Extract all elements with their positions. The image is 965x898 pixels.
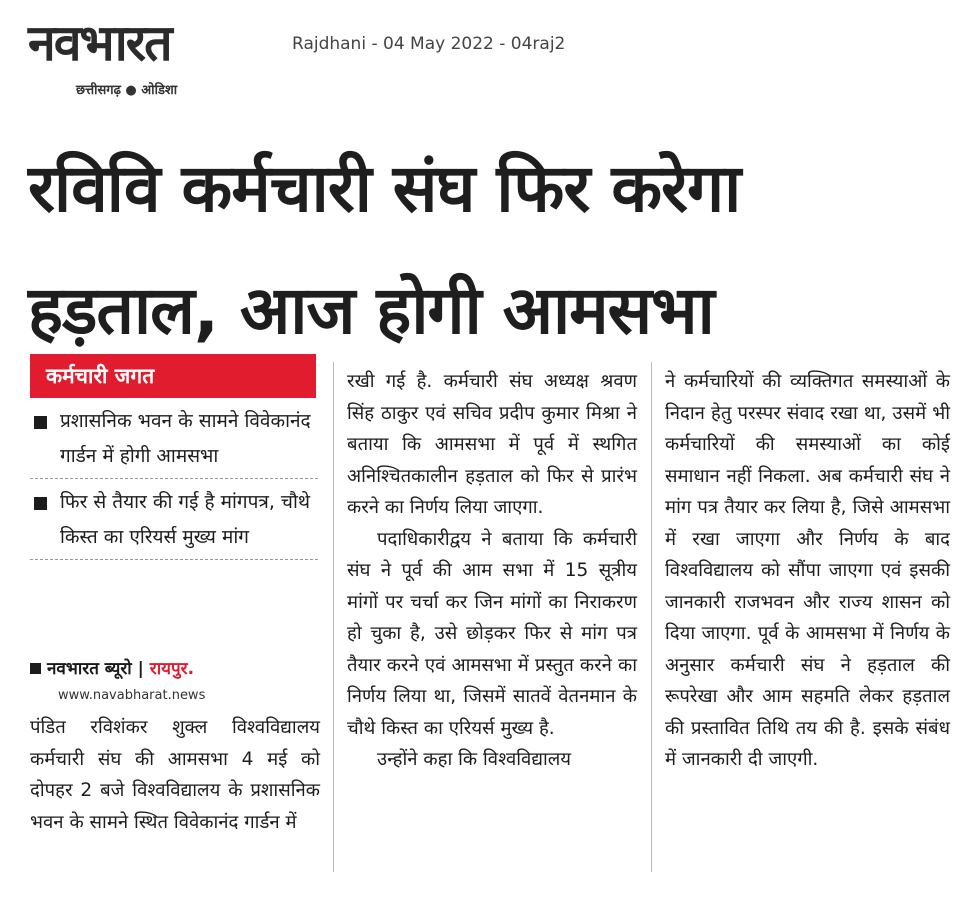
highlight-item — [30, 485, 318, 560]
headline: रविवि कर्मचारी संघ फिर करेगा हड़ताल, आज होगी आमसभा — [28, 150, 741, 349]
article-column-1 — [30, 712, 320, 838]
article-column-2 — [347, 366, 637, 776]
highlight-text: फिर से तैयार की गई है मांगपत्र, चौथे किस्त का एरियर्स मुख्य मांग — [60, 491, 311, 548]
highlight-text: प्रशासनिक भवन के सामने विवेकानंद गार्डन में होगी आमसभा — [60, 410, 311, 467]
bullet-square-icon — [34, 497, 47, 510]
edition-line: Rajdhani - 04 May 2022 - 04raj2 — [292, 34, 566, 54]
article-paragraph: रखी गई है. कर्मचारी संघ अध्यक्ष श्रवण सिंह ठाकुर एवं सचिव प्रदीप कुमार मिश्रा ने बताया कि आमसभा में पूर्व में स्थगित अनिश्चितकालीन हड़ताल को फिर से प्रारंभ करने का निर्णय लिया जाएगा. — [347, 371, 637, 518]
newspaper-logo: नवभारत — [28, 14, 171, 72]
column-divider — [651, 362, 652, 872]
byline: नवभारत ब्यूरो | रायपुर. — [30, 656, 320, 679]
bureau-name: नवभारत ब्यूरो — [47, 659, 132, 679]
bullet-square-icon — [34, 416, 47, 429]
article-paragraph: पंडित रविशंकर शुक्ल विश्वविद्यालय कर्मचारी संघ की आमसभा 4 मई को दोपहर 2 बजे विश्वविद्यालय के प्रशासनिक भवन के सामने स्थित विवेकानंद गार्डन में — [30, 717, 320, 833]
masthead — [22, 14, 272, 100]
dateline-city: रायपुर. — [149, 659, 195, 679]
highlights-list — [30, 404, 318, 566]
article-column-3 — [665, 366, 950, 776]
column-divider — [333, 362, 334, 872]
region-label: छत्तीसगढ़ ● ओडिशा — [76, 83, 178, 98]
article-paragraph: पदाधिकारीद्वय ने बताया कि कर्मचारी संघ ने पूर्व की आम सभा में 15 सूत्रीय मांगों पर चर्चा कर जिन मांगों का निराकरण हो चुका है, उसे छोड़कर फिर से मांग पत्र तैयार करने एवं आमसभा में प्रस्तुत करने का निर्णय लिया था, जिसमें सातवें वेतनमान के चौथे किस्त का एरियर्स मुख्य है. — [347, 528, 637, 739]
highlight-item — [30, 404, 318, 479]
article-paragraph: उन्होंने कहा कि विश्वविद्यालय — [377, 749, 572, 770]
article-paragraph: ने कर्मचारियों की व्यक्तिगत समस्याओं के निदान हेतु परस्पर संवाद रखा था, उसमें भी कर्मचारियों की समस्याओं का कोई समाधान नहीं निकला. अब कर्मचारी संघ ने मांग पत्र तैयार कर लिया है, जिसे आमसभा में रखा जाएगा और निर्णय के बाद विश्वविद्यालय को सौंपा जाएगा एवं इसकी जानकारी राजभवन और राज्य शासन को दिया जाएगा. पूर्व के आमसभा में निर्णय के अनुसार कर्मचारी संघ ने हड़ताल की रूपरेखा और आम सहमति लेकर हड़ताल की प्रस्तावित तिथि तय की है. इसके संबंध में जानकारी दी जाएगी. — [665, 371, 950, 770]
bullet-square-icon — [30, 663, 41, 674]
website-link[interactable]: www.navabharat.news — [58, 688, 206, 703]
section-tag: कर्मचारी जगत — [30, 354, 316, 398]
